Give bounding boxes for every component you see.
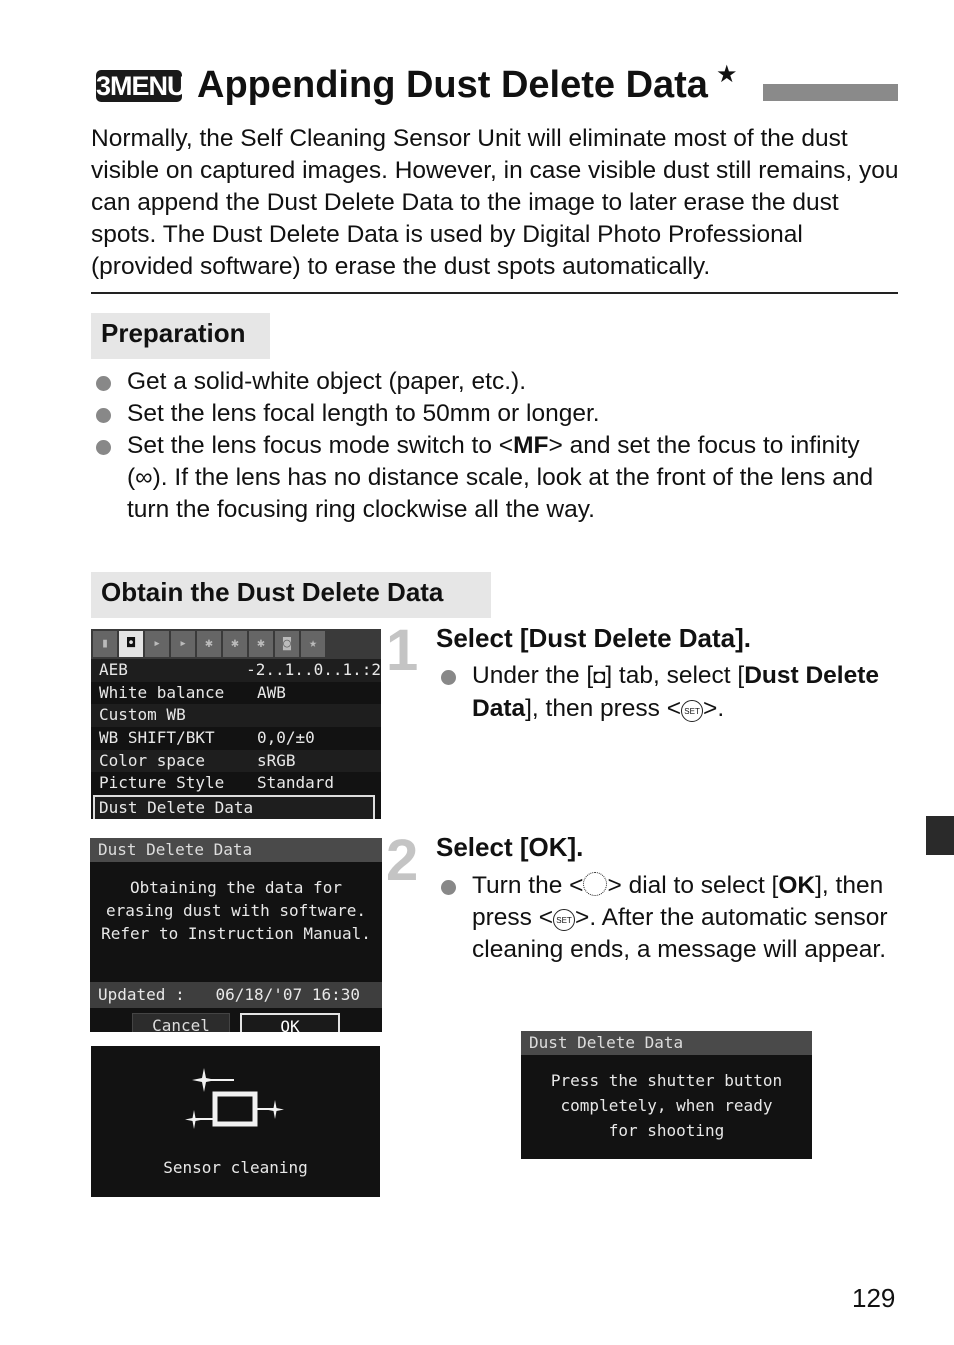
list-item bbox=[96, 366, 896, 398]
step-bold-text: Dust Delete Data bbox=[472, 662, 880, 722]
cancel-button: Cancel bbox=[132, 1013, 230, 1032]
lcd-menu-screen bbox=[91, 629, 381, 819]
screen-header: Dust Delete Data bbox=[90, 838, 382, 862]
bullet-text: > and set the focus to infinity (∞). If the lens has no distance scale, look at the front of the lens and turn the focusing ring clockwise all the way. bbox=[127, 432, 874, 523]
step-1-body bbox=[472, 660, 892, 725]
menu-row bbox=[91, 727, 381, 750]
bullet-icon bbox=[96, 440, 111, 455]
dial-icon bbox=[583, 872, 607, 896]
screen-message bbox=[90, 862, 382, 972]
list-item bbox=[96, 430, 896, 526]
menu-tabs bbox=[91, 629, 381, 659]
row-value: Standard bbox=[257, 773, 335, 793]
row-label: Custom WB bbox=[99, 705, 186, 725]
tab-playback-1: ▸ bbox=[145, 631, 169, 657]
camera-tab-icon: ◘ bbox=[593, 666, 606, 688]
tab-shooting-1: ▮ bbox=[93, 631, 117, 657]
bullet-text: Get a solid-white object (paper, etc.). bbox=[127, 368, 526, 395]
menu-row bbox=[91, 682, 381, 705]
step-text: ], then press < bbox=[472, 872, 884, 931]
tab-my-menu: ★ bbox=[301, 631, 325, 657]
tab-custom: ◙ bbox=[275, 631, 299, 657]
obtain-heading: Obtain the Dust Delete Data bbox=[91, 572, 491, 618]
message-line: Refer to Instruction Manual. bbox=[101, 924, 371, 943]
step-text: >. After the automatic sensor cleaning ends, a message will appear. bbox=[472, 904, 888, 963]
row-label: WB SHIFT/BKT bbox=[99, 728, 215, 748]
step-2-title: Select [OK]. bbox=[436, 832, 584, 862]
page-title: Appending Dust Delete Data bbox=[197, 64, 708, 106]
menu-tab-badge bbox=[96, 70, 186, 102]
row-value: 0,0/±0 bbox=[257, 728, 315, 748]
step-bold-text: OK bbox=[778, 872, 816, 899]
tab-setup-2: ✱ bbox=[223, 631, 247, 657]
message-line: Press the shutter button bbox=[550, 1071, 783, 1090]
menu-row bbox=[91, 750, 381, 773]
row-value: AWB bbox=[257, 682, 286, 702]
row-value: -2..1..0..1.:2 bbox=[246, 660, 381, 679]
menu-row bbox=[91, 772, 381, 795]
step-text: ] tab, select [ bbox=[605, 662, 745, 689]
message-line: completely, when ready bbox=[560, 1096, 773, 1115]
updated-value: 06/18/'07 16:30 bbox=[215, 985, 360, 1004]
updated-row bbox=[90, 982, 382, 1008]
tab-setup-1: ✱ bbox=[197, 631, 221, 657]
step-text: ], then press < bbox=[525, 695, 682, 722]
tab-setup-3: ✱ bbox=[249, 631, 273, 657]
row-label: White balance bbox=[99, 682, 225, 702]
title-bar-decoration bbox=[763, 84, 898, 101]
step-1-number: 1 bbox=[386, 618, 419, 683]
menu-row-selected bbox=[93, 795, 375, 819]
set-button-icon: SET bbox=[553, 909, 575, 931]
lcd-ready-screen bbox=[521, 1031, 812, 1159]
chapter-tab-marker bbox=[926, 816, 954, 855]
mf-label: MF bbox=[513, 432, 549, 459]
step-2-body bbox=[472, 870, 897, 966]
lcd-sensor-cleaning-screen bbox=[91, 1046, 380, 1197]
menu-row bbox=[91, 704, 381, 727]
lcd-confirm-screen bbox=[90, 838, 382, 1032]
menu-row bbox=[91, 659, 381, 682]
tab-shooting-2: ◘ bbox=[119, 631, 143, 657]
bullet-icon bbox=[96, 376, 111, 391]
intro-paragraph: Normally, the Self Cleaning Sensor Unit will eliminate most of the dust visible on captured images. However, in case visible dust still remains, you can append the Dust Delete Data to the image to later erase the dust spots. The Dust Delete Data is used by Digital Photo Professional (provided software) to erase the dust spots automatically. bbox=[91, 125, 899, 280]
bullet-icon bbox=[441, 880, 456, 895]
row-label: Picture Style bbox=[99, 773, 225, 793]
star-icon: ★ bbox=[716, 61, 738, 88]
row-value: sRGB bbox=[257, 750, 296, 770]
updated-label: Updated : bbox=[98, 985, 185, 1004]
preparation-heading: Preparation bbox=[91, 313, 270, 359]
message-line: for shooting bbox=[608, 1121, 725, 1140]
message-line: erasing dust with software. bbox=[105, 901, 367, 920]
bullet-text: Set the lens focal length to 50mm or longer. bbox=[127, 400, 600, 427]
page-number: 129 bbox=[852, 1283, 896, 1313]
step-text: Turn the < bbox=[472, 872, 584, 899]
bullet-text: Set the lens focus mode switch to < bbox=[127, 432, 514, 459]
bullet-icon bbox=[96, 408, 111, 423]
screen-caption: Sensor cleaning bbox=[163, 1158, 308, 1177]
tab-playback-2: ▸ bbox=[171, 631, 195, 657]
menu-rows bbox=[91, 659, 381, 819]
preparation-list bbox=[96, 366, 896, 526]
step-1-title: Select [Dust Delete Data]. bbox=[436, 623, 751, 653]
sensor-cleaning-icon bbox=[179, 1064, 289, 1144]
badge-menu-label: MENU bbox=[110, 71, 186, 101]
message-line: Obtaining the data for bbox=[130, 878, 342, 897]
screen-message bbox=[521, 1055, 812, 1159]
screen-buttons bbox=[90, 1013, 382, 1032]
step-text: >. bbox=[703, 695, 725, 722]
row-label: Dust Delete Data bbox=[99, 798, 254, 818]
row-label: Color space bbox=[99, 750, 205, 770]
step-2-number: 2 bbox=[386, 828, 419, 893]
step-text: > dial to select [ bbox=[607, 872, 779, 899]
bullet-icon bbox=[441, 670, 456, 685]
set-button-icon: SET bbox=[681, 700, 703, 722]
step-text: Under the [ bbox=[472, 662, 594, 689]
screen-header: Dust Delete Data bbox=[521, 1031, 812, 1055]
ok-button: OK bbox=[240, 1013, 340, 1032]
badge-number: 3 bbox=[96, 71, 111, 101]
divider bbox=[91, 292, 898, 294]
list-item bbox=[96, 398, 896, 430]
row-label: AEB bbox=[99, 660, 128, 679]
